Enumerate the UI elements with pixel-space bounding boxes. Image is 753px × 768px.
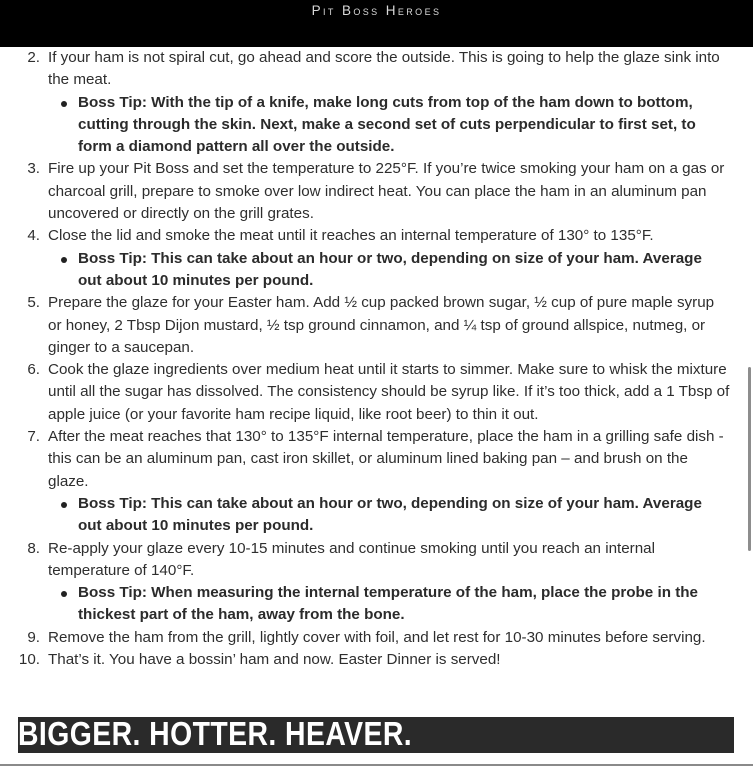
- step-number: 5.: [27, 294, 40, 312]
- step-item: [0, 426, 745, 537]
- boss-tip: Boss Tip: This can take about an hour or two, depending on size of your ham. Average out about 10 minutes per pound.: [48, 248, 731, 293]
- boss-tips-list: [48, 248, 731, 293]
- step-number: 9.: [27, 628, 40, 646]
- top-bar: [0, 0, 753, 47]
- step-number: 7.: [27, 428, 40, 446]
- boss-tips-list: [48, 92, 731, 159]
- bottom-divider: [0, 764, 753, 766]
- scrollbar[interactable]: [748, 367, 751, 551]
- step-text: After the meat reaches that 130° to 135°F internal temperature, place the ham in a grilling safe dish - this can be an aluminum pan, cast iron skillet, or aluminum lined baking pan – and brush on the glaze.: [48, 428, 724, 490]
- boss-tips-list: [48, 493, 731, 538]
- step-item: [0, 292, 745, 359]
- step-text: If your ham is not spiral cut, go ahead and score the outside. This is going to help the glaze sink into the meat.: [48, 49, 720, 89]
- step-item: [0, 158, 745, 225]
- step-item: [0, 649, 745, 671]
- site-title[interactable]: Pit Boss Heroes: [311, 3, 442, 18]
- instruction-steps-list: [0, 47, 745, 671]
- step-item: [0, 359, 745, 426]
- step-item: [0, 627, 745, 649]
- step-number: 6.: [27, 361, 40, 379]
- step-item: [0, 538, 745, 627]
- step-number: 8.: [27, 539, 40, 557]
- article-content: [0, 47, 745, 671]
- step-item: [0, 225, 745, 292]
- boss-tips-list: [48, 582, 731, 627]
- step-number: 4.: [27, 227, 40, 245]
- boss-tip: Boss Tip: This can take about an hour or two, depending on size of your ham. Average out about 10 minutes per pound.: [48, 493, 731, 538]
- step-text: Close the lid and smoke the meat until it reaches an internal temperature of 130° to 135°F.: [48, 227, 654, 245]
- step-item: [0, 47, 745, 158]
- step-text: Re-apply your glaze every 10-15 minutes and continue smoking until you reach an internal temperature of 140°F.: [48, 539, 656, 579]
- promo-banner-text: BIGGER. HOTTER. HEAVER.: [18, 717, 413, 752]
- boss-tip: Boss Tip: With the tip of a knife, make long cuts from top of the ham down to bottom, cutting through the skin. Next, make a second set of cuts perpendicular to first set, to form a diamond pattern all over the outside.: [48, 92, 731, 159]
- step-text: Cook the glaze ingredients over medium heat until it starts to simmer. Make sure to whisk the mixture until all the sugar has dissolved. The consistency should be syrup like. If it’s too thick, add a 1 Tbsp of apple juice (or your favorite ham recipe liquid, like root beer) to thin it out.: [48, 361, 730, 423]
- promo-banner[interactable]: [18, 717, 734, 753]
- step-text: That’s it. You have a bossin’ ham and now. Easter Dinner is served!: [48, 651, 501, 669]
- step-text: Prepare the glaze for your Easter ham. Add ½ cup packed brown sugar, ½ cup of pure maple syrup or honey, 2 Tbsp Dijon mustard, ½ tsp ground cinnamon, and ¼ tsp of ground allspice, nutmeg, or ginger to a saucepan.: [48, 294, 715, 356]
- boss-tip: Boss Tip: When measuring the internal temperature of the ham, place the probe in the thickest part of the ham, away from the bone.: [48, 582, 731, 627]
- step-text: Fire up your Pit Boss and set the temperature to 225°F. If you’re twice smoking your ham on a gas or charcoal grill, prepare to smoke over low indirect heat. You can place the ham in an aluminum pan uncovered or directly on the grill grates.: [48, 160, 725, 223]
- step-number: 10.: [18, 651, 40, 669]
- step-number: 2.: [27, 49, 40, 66]
- step-number: 3.: [27, 160, 40, 178]
- step-text: Remove the ham from the grill, lightly cover with foil, and let rest for 10-30 minutes before serving.: [48, 628, 706, 646]
